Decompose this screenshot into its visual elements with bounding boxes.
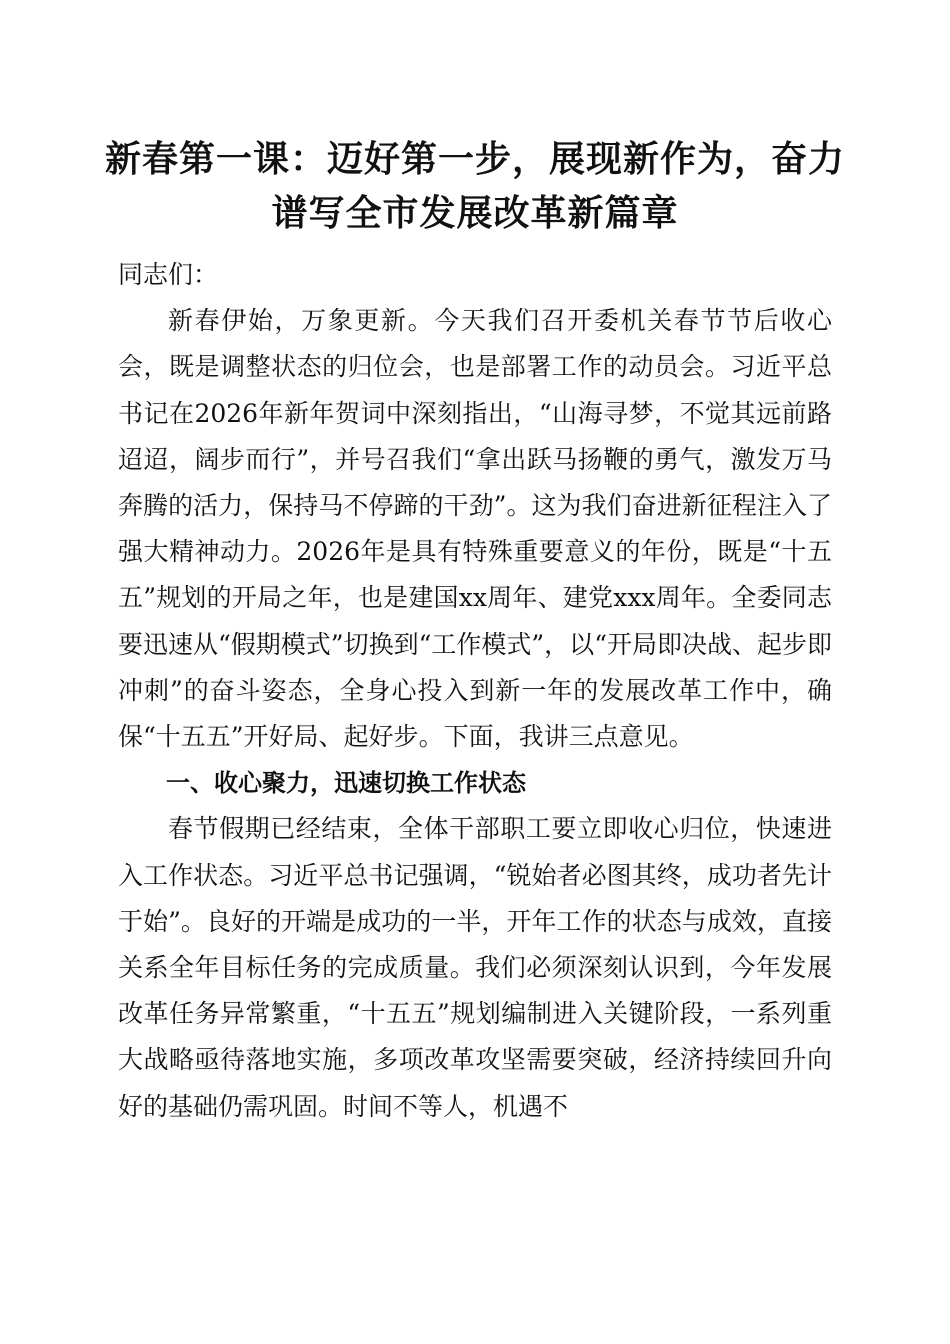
- section-heading: 一、收心聚力，迅速切换工作状态: [166, 769, 526, 798]
- salutation: 同志们：: [118, 260, 219, 289]
- document-body: [118, 252, 832, 1130]
- intro-paragraph: 新春伊始，万象更新。今天我们召开委机关春节节后收心会，既是调整状态的归位会，也是部署工作的动员会。习近平总书记在2026年新年贺词中深刻指出，“山海寻梦，不觉其远前路迢迢，阔步而行”，并号召我们“拿出跃马扬鞭的勇气，激发万马奔腾的活力，保持马不停蹄的干劲”。这为我们奋进新征程注入了强大精神动力。2026年是具有特殊重要意义的年份，既是“十五五”规划的开局之年，也是建国xx周年、建党xxx周年。全委同志要迅速从“假期模式”切换到“工作模式”，以“开局即决战、起步即冲刺”的奋斗姿态，全身心投入到新一年的发展改革工作中，确保“十五五”开好局、起好步。下面，我讲三点意见。: [118, 306, 832, 752]
- document-title: 新春第一课：迈好第一步，展现新作为，奋力谱写全市发展改革新篇章: [104, 138, 845, 234]
- section-paragraph: 春节假期已经结束，全体干部职工要立即收心归位，快速进入工作状态。习近平总书记强调，“锐始者必图其终，成功者先计于始”。良好的开端是成功的一半，开年工作的状态与成效，直接关系全年目标任务的完成质量。我们必须深刻认识到，今年发展改革任务异常繁重，“十五五”规划编制进入关键阶段，一系列重大战略亟待落地实施，多项改革攻坚需要突破，经济持续回升向好的基础仍需巩固。时间不等人，机遇不: [118, 814, 832, 1121]
